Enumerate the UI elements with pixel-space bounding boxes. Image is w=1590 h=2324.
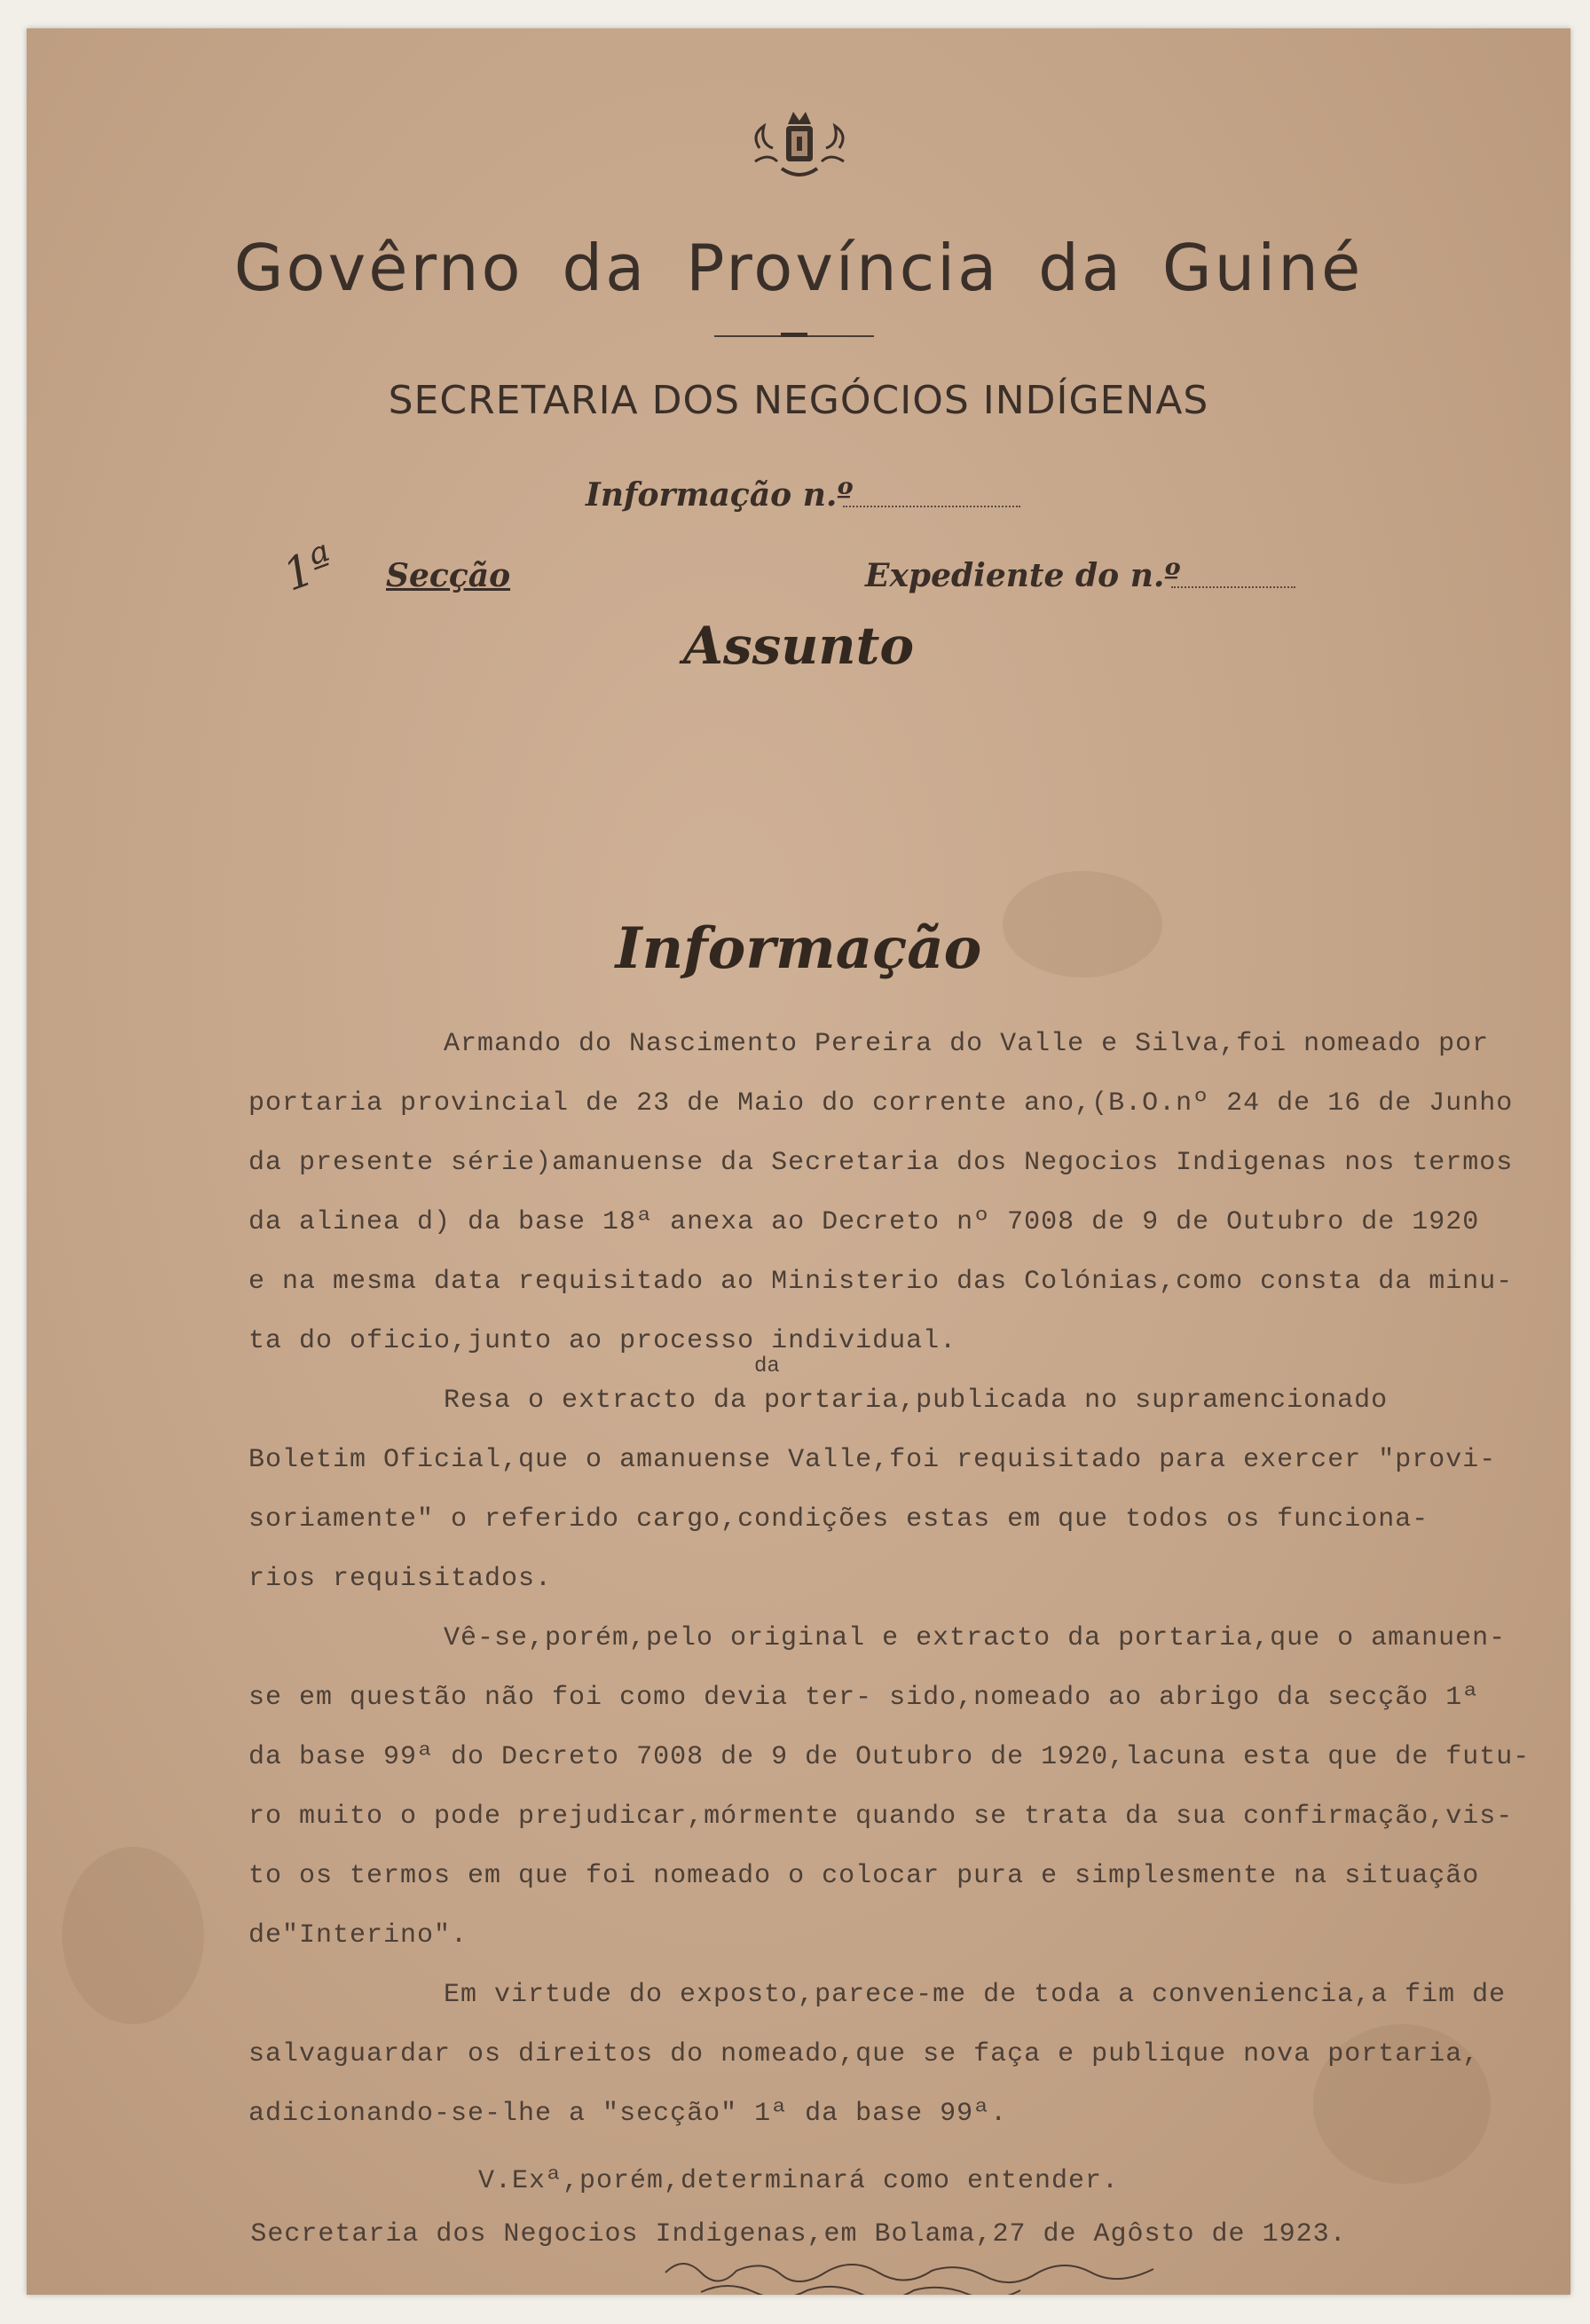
interlinear-insertion: da: [754, 1354, 780, 1378]
subject-heading: Assunto: [682, 616, 915, 676]
body-line: ro muito o pode prejudicar,mórmente quando se trata da sua confirmação,vis-: [248, 1802, 1514, 1832]
dispatch-number-label: Expediente do n.º: [865, 557, 1181, 594]
body-line: da presente série)amanuense da Secretaria dos Negocios Indigenas nos termos: [248, 1148, 1514, 1178]
title-divider-mark: [781, 333, 807, 337]
body-line: salvaguardar os direitos do nomeado,que se faça e publique nova portaria,: [248, 2039, 1480, 2069]
closing-line: V.Exª,porém,determinará como entender.: [477, 2166, 1120, 2196]
body-line: de"Interino".: [248, 1920, 468, 1951]
body-line: portaria provincial de 23 de Maio do corrente ano,(B.O.nº 24 de 16 de Junho: [248, 1088, 1514, 1119]
paper-stain: [62, 1847, 204, 2024]
body-line: to os termos em que foi nomeado o colocar pura e simplesmente na situação: [248, 1861, 1480, 1891]
handwritten-signature: [648, 2246, 1180, 2295]
information-number-label: Informação n.º: [586, 476, 854, 514]
body-line: da alinea d) da base 18ª anexa ao Decreto nº 7008 de 9 de Outubro de 1920: [248, 1207, 1480, 1237]
government-title: Govêrno da Província da Guiné: [233, 231, 1364, 305]
body-line: soriamente" o referido cargo,condições estas em que todos os funciona-: [248, 1504, 1429, 1535]
body-line: Vê-se,porém,pelo original e extracto da portaria,que o amanuen-: [444, 1623, 1507, 1653]
body-line: rios requisitados.: [248, 1564, 553, 1594]
information-number-blank: [843, 506, 1020, 507]
body-line: Resa o extracto da portaria,publicada no supramencionado: [444, 1386, 1389, 1416]
body-line: adicionando-se-lhe a "secção" 1ª da base 99ª.: [248, 2099, 1008, 2129]
body-line: Em virtude do exposto,parece-me de toda a conveniencia,a fim de: [444, 1980, 1507, 2010]
body-line: e na mesma data requisitado ao Ministerio das Colónias,como consta da minu-: [248, 1267, 1514, 1297]
secretariat-heading: SECRETARIA DOS NEGÓCIOS INDÍGENAS: [388, 378, 1209, 423]
document-sheet: [27, 28, 1570, 2295]
coat-of-arms-emblem: [742, 99, 857, 188]
body-line: Armando do Nascimento Pereira do Valle e Silva,foi nomeado por: [444, 1029, 1490, 1059]
section-handwritten-number: 1ª: [276, 536, 341, 601]
place-and-date: Secretaria dos Negocios Indigenas,em Bolama,27 de Agôsto de 1923.: [250, 2219, 1347, 2249]
section-label: Secção: [386, 557, 511, 594]
body-line: Boletim Oficial,que o amanuense Valle,foi requisitado para exercer "provi-: [248, 1445, 1497, 1475]
body-line: ta do oficio,junto ao processo individual.: [248, 1326, 957, 1356]
dispatch-number-blank: [1171, 586, 1295, 588]
information-title: Informação: [615, 915, 982, 982]
body-line: se em questão não foi como devia ter- sido,nomeado ao abrigo da secção 1ª: [248, 1683, 1480, 1713]
body-line: da base 99ª do Decreto 7008 de 9 de Outubro de 1920,lacuna esta que de futu-: [248, 1742, 1531, 1772]
typewritten-body: [248, 1015, 1553, 2144]
